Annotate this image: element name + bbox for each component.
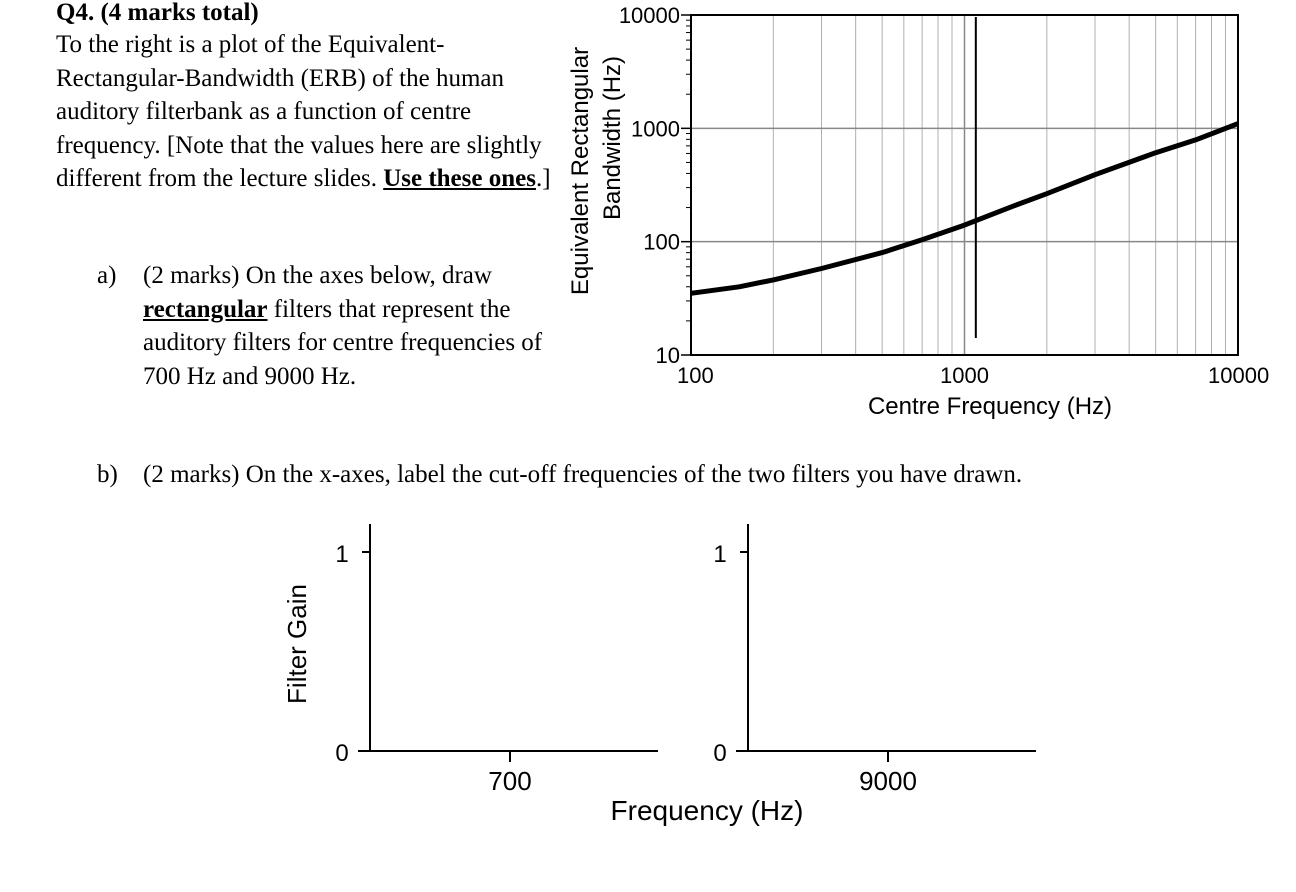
erb-y-tick-label: 1000 [631,116,680,142]
erb-y-axis-label-line2: Bandwidth (Hz) [599,55,626,221]
part-a-text-end: filters that represent the auditory filters for centre frequencies of 700 Hz and 9000 Hz. [143,295,543,390]
part-a-text-start: (2 marks) On the axes below, draw [143,262,492,289]
intro-text-end: .] [535,165,551,192]
filter-axes-700-x-tick-label: 700 [488,766,532,796]
filter-axes-9000-y-tick-label-0: 0 [713,740,727,767]
part-b-label: b) [97,461,118,488]
filter-gain-axis-label: Filter Gain [282,584,312,704]
filter-axes-9000 [713,524,1036,796]
erb-chart [567,3,1269,420]
erb-x-tick-label: 1000 [940,363,989,388]
filter-axes-700 [282,524,658,796]
erb-y-tick-label: 100 [643,229,680,255]
erb-y-tick-labels [619,3,680,368]
erb-minor-ticks [681,15,691,355]
erb-x-axis-label: Centre Frequency (Hz) [867,393,1113,420]
erb-y-tick-label: 10 [655,343,680,368]
erb-grid [691,15,1238,355]
frequency-axis-label: Frequency (Hz) [610,795,804,826]
filter-axes-700-y-tick-label-1: 1 [335,541,349,568]
erb-x-tick-labels [677,363,1269,388]
intro-emphasis: Use these ones [383,165,536,192]
erb-y-tick-label: 10000 [618,3,680,28]
filter-axes-700-y-tick-label-0: 0 [335,740,349,767]
erb-x-tick-label: 10000 [1208,363,1270,388]
question-title: Q4. (4 marks total) [56,0,259,26]
filter-axes-9000-y-tick-label-1: 1 [713,541,727,568]
intro-text: To the right is a plot of the Equivalent-Rectangular-Bandwidth (ERB) of the human auditory filterbank as a function of centre frequency. [Note that the values here are slightly different from the lecture slides. [56,31,542,192]
erb-y-axis-label-line1: Equivalent Rectangular [567,46,594,296]
erb-x-tick-label: 100 [677,363,714,388]
part-a-emphasis: rectangular [143,295,268,323]
part-b-text: (2 marks) On the x-axes, label the cut-off frequencies of the two filters you have drawn. [143,461,1023,488]
part-a-label: a) [97,262,117,289]
filter-axes-9000-x-tick-label: 9000 [859,766,917,796]
